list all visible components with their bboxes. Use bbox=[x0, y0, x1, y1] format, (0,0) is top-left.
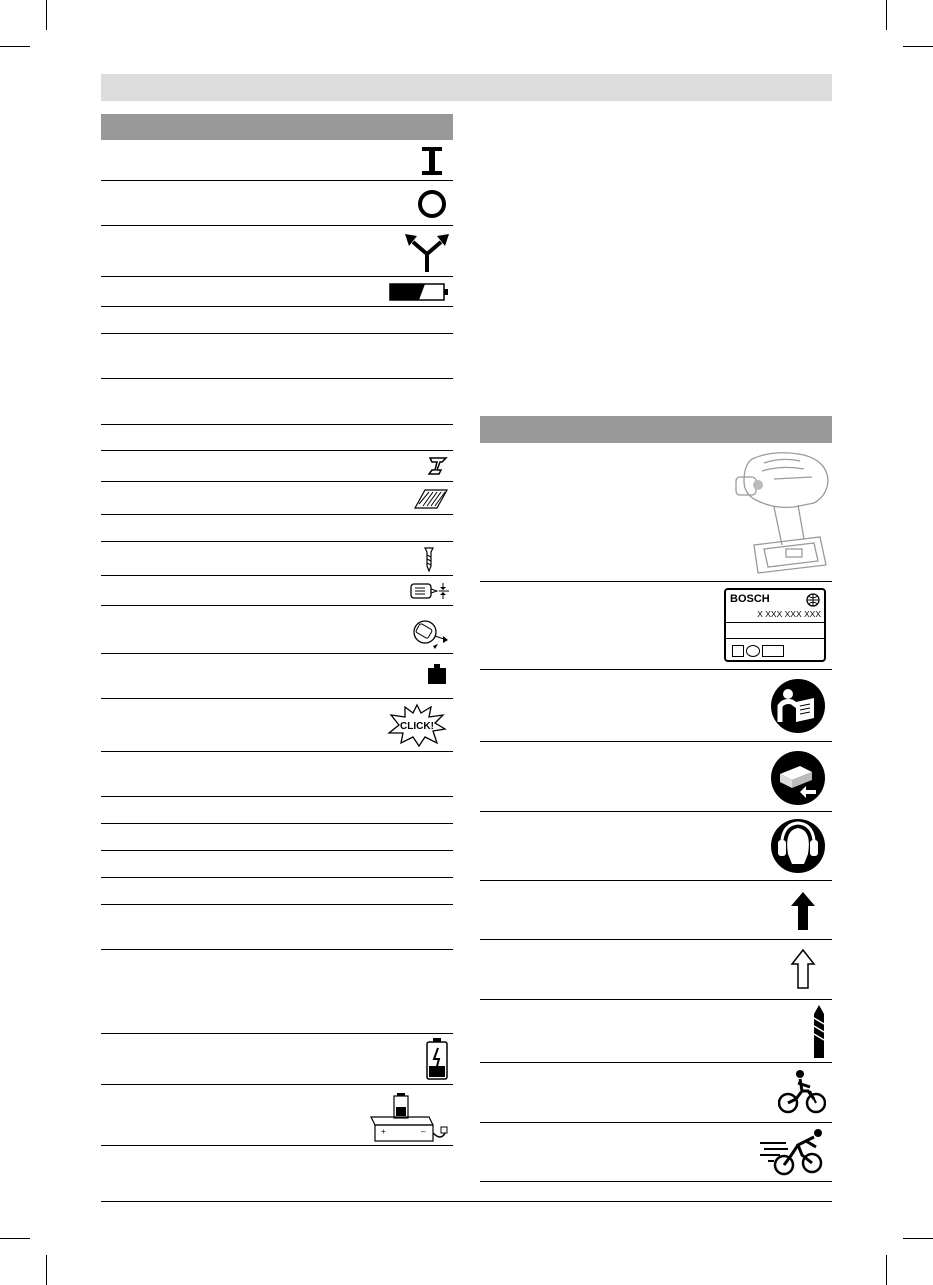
table-row bbox=[480, 670, 832, 742]
right-table-header bbox=[480, 416, 832, 443]
square-symbol-icon bbox=[732, 645, 744, 657]
left-table-header bbox=[101, 114, 453, 140]
table-row bbox=[101, 451, 453, 482]
crop-mark bbox=[903, 46, 933, 47]
table-row bbox=[101, 515, 453, 542]
table-row bbox=[101, 277, 453, 307]
table-row bbox=[101, 425, 453, 451]
table-row bbox=[101, 1085, 453, 1146]
high-speed-arrow-icon bbox=[790, 891, 816, 931]
drill-bit-icon bbox=[812, 1004, 826, 1058]
table-row bbox=[101, 752, 453, 797]
bolt-size-icon bbox=[407, 614, 449, 650]
table-row bbox=[480, 1123, 832, 1182]
table-row bbox=[480, 1063, 832, 1123]
type-plate-icon bbox=[724, 588, 826, 662]
weight-icon bbox=[427, 664, 447, 684]
click-icon bbox=[387, 703, 447, 747]
wood-material-icon bbox=[413, 486, 449, 510]
circle-symbol-icon bbox=[746, 645, 760, 657]
table-row bbox=[101, 905, 453, 950]
table-row bbox=[480, 881, 832, 940]
crop-mark bbox=[46, 1255, 47, 1285]
impact-driver-image bbox=[734, 449, 830, 577]
forward-reverse-arrows-icon bbox=[405, 232, 449, 272]
table-row bbox=[101, 606, 453, 654]
table-row bbox=[480, 443, 832, 582]
table-row bbox=[101, 379, 453, 425]
steel-material-icon bbox=[427, 456, 449, 476]
svg-text:CLICK!: CLICK! bbox=[400, 721, 434, 732]
type-plate-brand: BOSCH bbox=[730, 593, 770, 605]
table-row bbox=[101, 797, 453, 824]
table-row bbox=[480, 1000, 832, 1063]
table-row bbox=[101, 878, 453, 905]
crop-mark bbox=[886, 1255, 887, 1285]
table-row bbox=[101, 576, 453, 606]
off-o-icon bbox=[417, 189, 447, 219]
table-row bbox=[101, 226, 453, 277]
rect-symbol-icon bbox=[762, 645, 784, 657]
crop-mark bbox=[0, 1238, 30, 1239]
table-row bbox=[101, 699, 453, 752]
table-row bbox=[101, 950, 453, 1034]
screw-size-icon bbox=[409, 581, 449, 601]
remove-battery-icon bbox=[770, 750, 826, 806]
cyclist-slow-icon bbox=[778, 1069, 826, 1115]
table-row bbox=[480, 742, 832, 812]
table-row bbox=[101, 654, 453, 699]
crop-mark bbox=[0, 46, 30, 47]
table-row bbox=[101, 482, 453, 515]
globe-icon bbox=[806, 593, 820, 607]
screw-icon bbox=[423, 546, 435, 572]
svg-text:+: + bbox=[381, 1127, 386, 1136]
table-row bbox=[101, 1146, 453, 1201]
svg-text:–: – bbox=[421, 1127, 426, 1136]
low-speed-arrow-icon bbox=[790, 948, 816, 990]
table-row bbox=[101, 334, 453, 379]
table-row bbox=[101, 851, 453, 878]
table-row bbox=[101, 140, 453, 181]
table-row bbox=[480, 582, 832, 670]
crop-mark bbox=[46, 0, 47, 30]
hearing-protection-icon bbox=[770, 818, 826, 874]
table-row bbox=[101, 307, 453, 334]
table-row bbox=[101, 542, 453, 576]
battery-charge-icon bbox=[426, 1038, 448, 1080]
type-plate-line bbox=[726, 638, 824, 639]
battery-level-icon bbox=[389, 283, 449, 301]
table-row bbox=[101, 1034, 453, 1085]
title-bar bbox=[101, 74, 832, 101]
type-plate-number: X XXX XXX XXX bbox=[757, 609, 821, 619]
footer-rule bbox=[101, 1201, 832, 1202]
table-row bbox=[480, 812, 832, 881]
crop-mark bbox=[903, 1238, 933, 1239]
table-row bbox=[101, 824, 453, 851]
table-row bbox=[480, 940, 832, 1000]
on-i-icon bbox=[421, 147, 443, 175]
charger-icon bbox=[363, 1089, 449, 1143]
table-row bbox=[101, 181, 453, 226]
cyclist-fast-icon bbox=[758, 1127, 826, 1177]
read-manual-icon bbox=[770, 678, 826, 734]
crop-mark bbox=[886, 0, 887, 30]
type-plate-line bbox=[726, 622, 824, 623]
